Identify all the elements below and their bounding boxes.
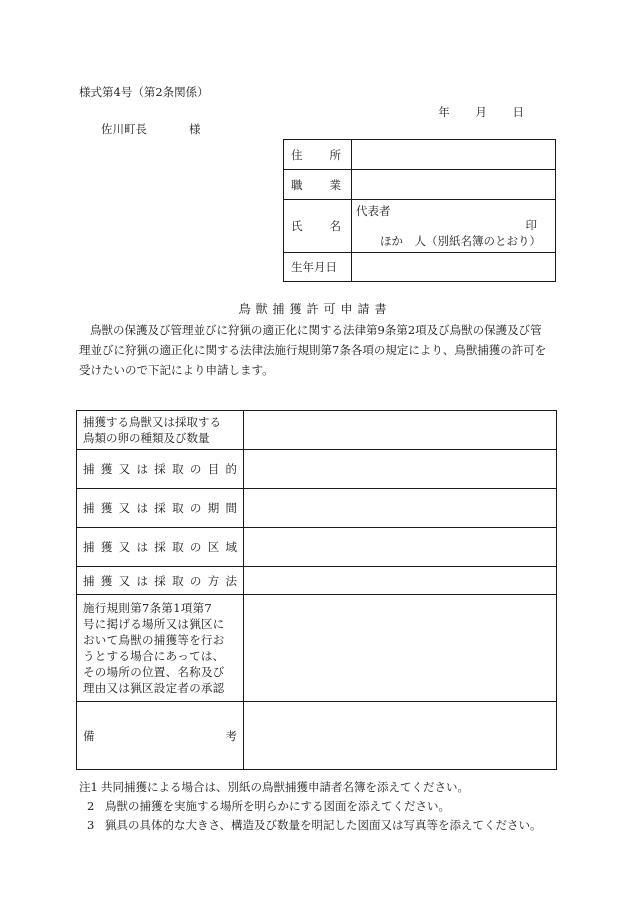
birthdate-label: 生年月日 [291,260,337,274]
species-value-cell[interactable] [244,411,557,450]
rule-label-line-5: その場所の位置、名称及び [83,665,225,679]
body-line-2: 理並びに狩猟の適正化に関する法律法施行規則第7条各項の規定により、鳥獣捕獲の許可を [79,343,547,357]
addressee-honorific: 様 [189,122,201,136]
purpose-label-cell [77,450,244,489]
area-row [77,528,557,567]
note-3-text: 猟具の具体的な大きさ、構造及び数量を明記した図面又は写真等を添えてください。 [105,818,542,832]
rule-label-line-1: 施行規則第7条第1項第7 [83,601,213,615]
seal-mark: 印 [525,218,537,232]
remarks-label: 備 考 [83,728,237,743]
rule-label-line-3: おいて鳥獣の捕獲等を行お [83,633,225,647]
name-label-cell [284,200,352,253]
note-3 [79,816,542,835]
body-line-3: 受けたいので下記により申請します。 [79,363,274,377]
note-2-number: 2 [87,799,95,813]
address-value-cell[interactable] [352,140,556,170]
note-2-text: 鳥獣の捕獲を実施する場所を明らかにする図面を添えてください。 [105,799,450,813]
species-row [77,411,557,450]
note-2 [79,797,542,816]
area-label-cell [77,528,244,567]
occupation-row [284,170,556,200]
address-label-cell [284,140,352,170]
note-1-text: 共同捕獲による場合は、別紙の鳥獣捕獲申請者名簿を添えてください。 [101,780,469,794]
rule-label-line-2: 号に掲げる場所又は猟区に [83,617,225,631]
remarks-value-cell[interactable] [244,702,557,770]
date-year: 年 [438,105,450,119]
occupation-label: 職 業 [291,177,341,192]
rule-label-line-6: 理由又は猟区設定者の承認 [83,681,225,695]
birthdate-row [284,253,556,282]
remarks-label-cell [77,702,244,770]
occupation-label-cell [284,170,352,200]
rule-value-cell[interactable] [244,595,557,702]
area-label: 捕 獲 又 は 採 取 の 区 域 [83,540,237,554]
species-label-cell [77,411,244,450]
method-value-cell[interactable] [244,567,557,595]
species-label-line-1: 捕獲する鳥獣又は採取する [83,415,221,429]
date-line [438,104,524,120]
area-value-cell[interactable] [244,528,557,567]
rule-label-line-4: うとする場合にあっては、 [83,649,225,663]
notes [79,778,542,835]
period-label-cell [77,489,244,528]
birthdate-label-cell [284,253,352,282]
method-label-cell [77,567,244,595]
addressee [101,121,201,137]
document-title: 鳥獣捕獲許可申請書 [238,302,392,316]
note-1 [79,778,542,797]
form-number: 様式第4号（第2条関係） [79,85,209,99]
method-label: 捕 獲 又 は 採 取 の 方 法 [83,573,237,588]
method-row [77,567,557,595]
name-label: 氏 名 [291,219,341,233]
main-table [76,410,557,770]
address-row [284,140,556,170]
address-label: 住 所 [291,147,341,162]
purpose-value-cell[interactable] [244,450,557,489]
rule-label-cell [77,595,244,702]
note-1-number: 注1 [79,780,98,794]
name-value-cell[interactable] [352,200,556,253]
body-line-1: 鳥獣の保護及び管理並びに狩猟の適正化に関する法律第9条第2項及び鳥獣の保護及び管 [90,323,542,337]
name-row [284,200,556,253]
representative-text: 代表者 [356,204,391,218]
occupation-value-cell[interactable] [352,170,556,200]
purpose-label: 捕 獲 又 は 採 取 の 目 的 [83,462,237,476]
rule-row [77,595,557,702]
period-value-cell[interactable] [244,489,557,528]
date-month: 月 [475,105,487,119]
applicant-table [283,139,556,282]
birthdate-value-cell[interactable] [352,253,556,282]
others-text: ほか 人（別紙名簿のとおり） [380,234,541,248]
period-row [77,489,557,528]
note-3-number: 3 [87,818,95,832]
body-text [79,320,557,380]
addressee-name: 佐川町長 [101,122,147,136]
purpose-row [77,450,557,489]
date-day: 日 [512,105,524,119]
period-label: 捕 獲 又 は 採 取 の 期 間 [83,501,237,515]
species-label-line-2: 鳥類の卵の種類及び数量 [83,431,210,445]
remarks-row [77,702,557,770]
